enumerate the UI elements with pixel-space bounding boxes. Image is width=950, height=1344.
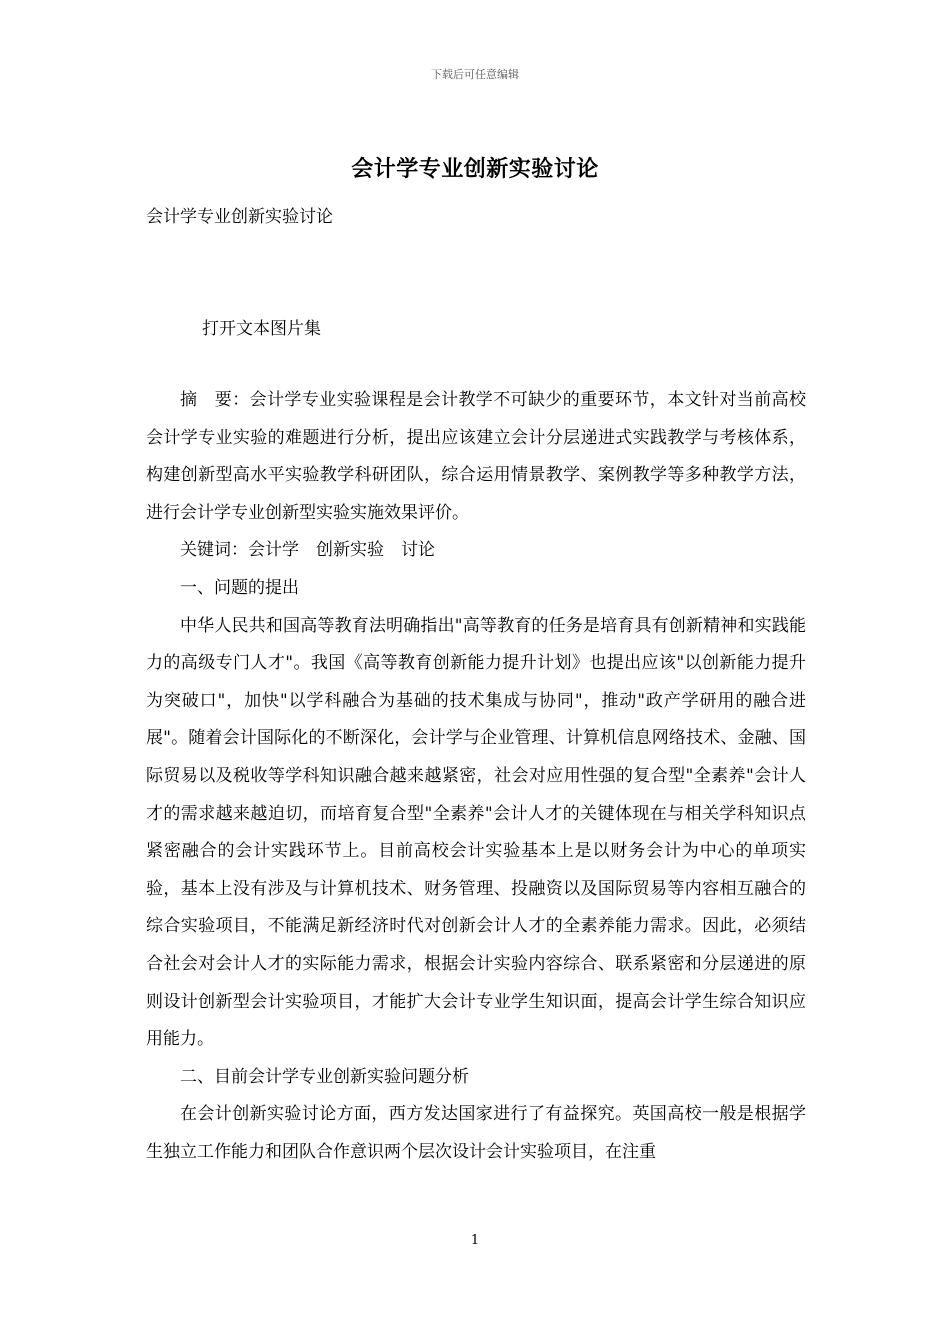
body-paragraph: 在会计创新实验讨论方面，西方发达国家进行了有益探究。英国高校一般是根据学生独立工作能力和团队合作意识两个层次设计会计实验项目，在注重	[146, 1104, 806, 1162]
abstract-paragraph: 摘 要：会计学专业实验课程是会计教学不可缺少的重要环节，本文针对当前高校会计学专业实验的难题进行分析，提出应该建立会计分层递进式实践教学与考核体系，构建创新型高水平实验教学科研团队，综合运用情景教学、案例教学等多种教学方法，进行会计学专业创新型实验实施效果评价。	[146, 390, 806, 523]
page-number: 1	[470, 1233, 480, 1248]
keywords-paragraph: 关键词：会计学 创新实验 讨论	[180, 540, 435, 561]
document-body	[146, 382, 806, 1171]
document-title: 会计学专业创新实验讨论	[351, 156, 599, 182]
document-subtitle: 会计学专业创新实验讨论	[146, 207, 333, 227]
header-note: 下载后可任意编辑	[431, 68, 519, 81]
open-image-gallery-text: 打开文本图片集	[202, 319, 321, 339]
section-heading-2: 二、目前会计学专业创新实验问题分析	[180, 1066, 469, 1087]
section-heading-1: 一、问题的提出	[180, 577, 299, 598]
body-paragraph: 中华人民共和国高等教育法明确指出"高等教育的任务是培育具有创新精神和实践能力的高级专门人才"。我国《高等教育创新能力提升计划》也提出应该"以创新能力提升为突破口"，加快"以学科融合为基础的技术集成与协同"，推动"政产学研用的融合进展"。随着会计国际化的不断深化，会计学与企业管理、计算机信息网络技术、金融、国际贸易以及税收等学科知识融合越来越紧密，社会对应用性强的复合型"全素养"会计人才的需求越来越迫切，而培育复合型"全素养"会计人才的关键体现在与相关学科知识点紧密融合的会计实践环节上。目前高校会计实验基本上是以财务会计为中心的单项实验，基本上没有涉及与计算机技术、财务管理、投融资以及国际贸易等内容相互融合的综合实验项目，不能满足新经济时代对创新会计人才的全素养能力需求。因此，必须结合社会对会计人才的实际能力需求，根据会计实验内容综合、联系紧密和分层递进的原则设计创新型会计实验项目，才能扩大会计专业学生知识面，提高会计学生综合知识应用能力。	[146, 615, 806, 1050]
